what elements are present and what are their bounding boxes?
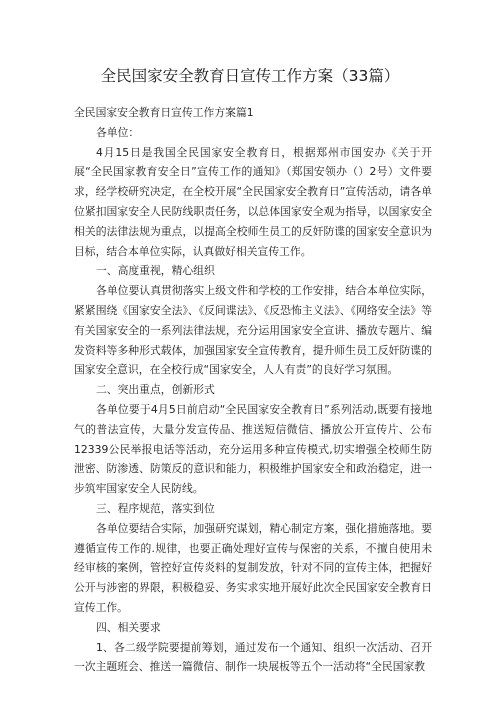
document-title: 全民国家安全教育日宣传工作方案（33篇） <box>100 67 400 85</box>
section-heading: 四、相关要求 <box>96 620 161 634</box>
body-paragraph: 各单位要认真贯彻落实上级文件和学校的工作安排，结合本单位实际，紧紧围绕《国家安全法》、《反间谍法》、《反恐怖主义法》、《网络安全法》等有关国家安全的一系列法律法规，充分运用国家安全宣讲、播放专题片、编发资料等多种形式载体，加强国家安全宣传教育，提升师生员工反奸防谍的国家安全意识，在全校行成“国家安全，人人有责”的良好学习氛围。 <box>74 284 432 377</box>
salutation: 各单位： <box>96 125 140 139</box>
section-heading: 一、高度重视，精心组织 <box>96 264 215 278</box>
section-heading: 三、程序规范，落实到位 <box>96 501 215 515</box>
body-paragraph: 1、各二级学院要提前筹划，通过发布一个通知、组织一次活动、召开一次主题班会、推送一篇微信、制作一块展板等五个一活动将“全民国家教 <box>74 640 432 674</box>
section-heading: 二、突出重点，创新形式 <box>96 383 215 397</box>
body-paragraph: 各单位要于4月5日前启动“全民国家安全教育日”系列活动,既要有接地气的普法宣传，大量分发宣传品、推送短信微信、播放公开宣传片、公布12339公民举报电话等活动，充分运用多种宣传模式,切实增强全校师生防泄密、防渗透、防策反的意识和能力，积极维护国家安全和政治稳定，进一步筑牢国家安全人民防线。 <box>74 402 432 496</box>
body-paragraph: 4月15日是我国全民国家安全教育日，根据郑州市国安办《关于开展“全民国家教育安全日”宣传工作的通知》（郑国安领办（）2号）文件要求，经学校研究决定，在全校开展“全民国家安全教育日”宣传活动，请各单位紧扣国家安全人民防线职责任务，以总体国家安全观为指导，以国家安全相关的法律法规为重点，以提高全校师生员工的反奸防谍的国家安全意识为目标，结合本单位实际，认真做好相关宣传工作。 <box>74 145 432 258</box>
section-subtitle: 全民国家安全教育日宣传工作方案篇1 <box>74 106 254 119</box>
document-body <box>74 103 432 677</box>
body-paragraph: 各单位要结合实际，加强研究谋划，精心制定方案，强化措施落地。要遵循宣传工作的.规律，也要正确处理好宣传与保密的关系，不擅自使用未经审核的案例，管控好宣传炎料的复制发放，针对不同的宣传主体，把握好公开与涉密的界限，积极稳妥、务实求实地开展好此次全民国家安全教育日宣传工作。 <box>74 521 432 614</box>
